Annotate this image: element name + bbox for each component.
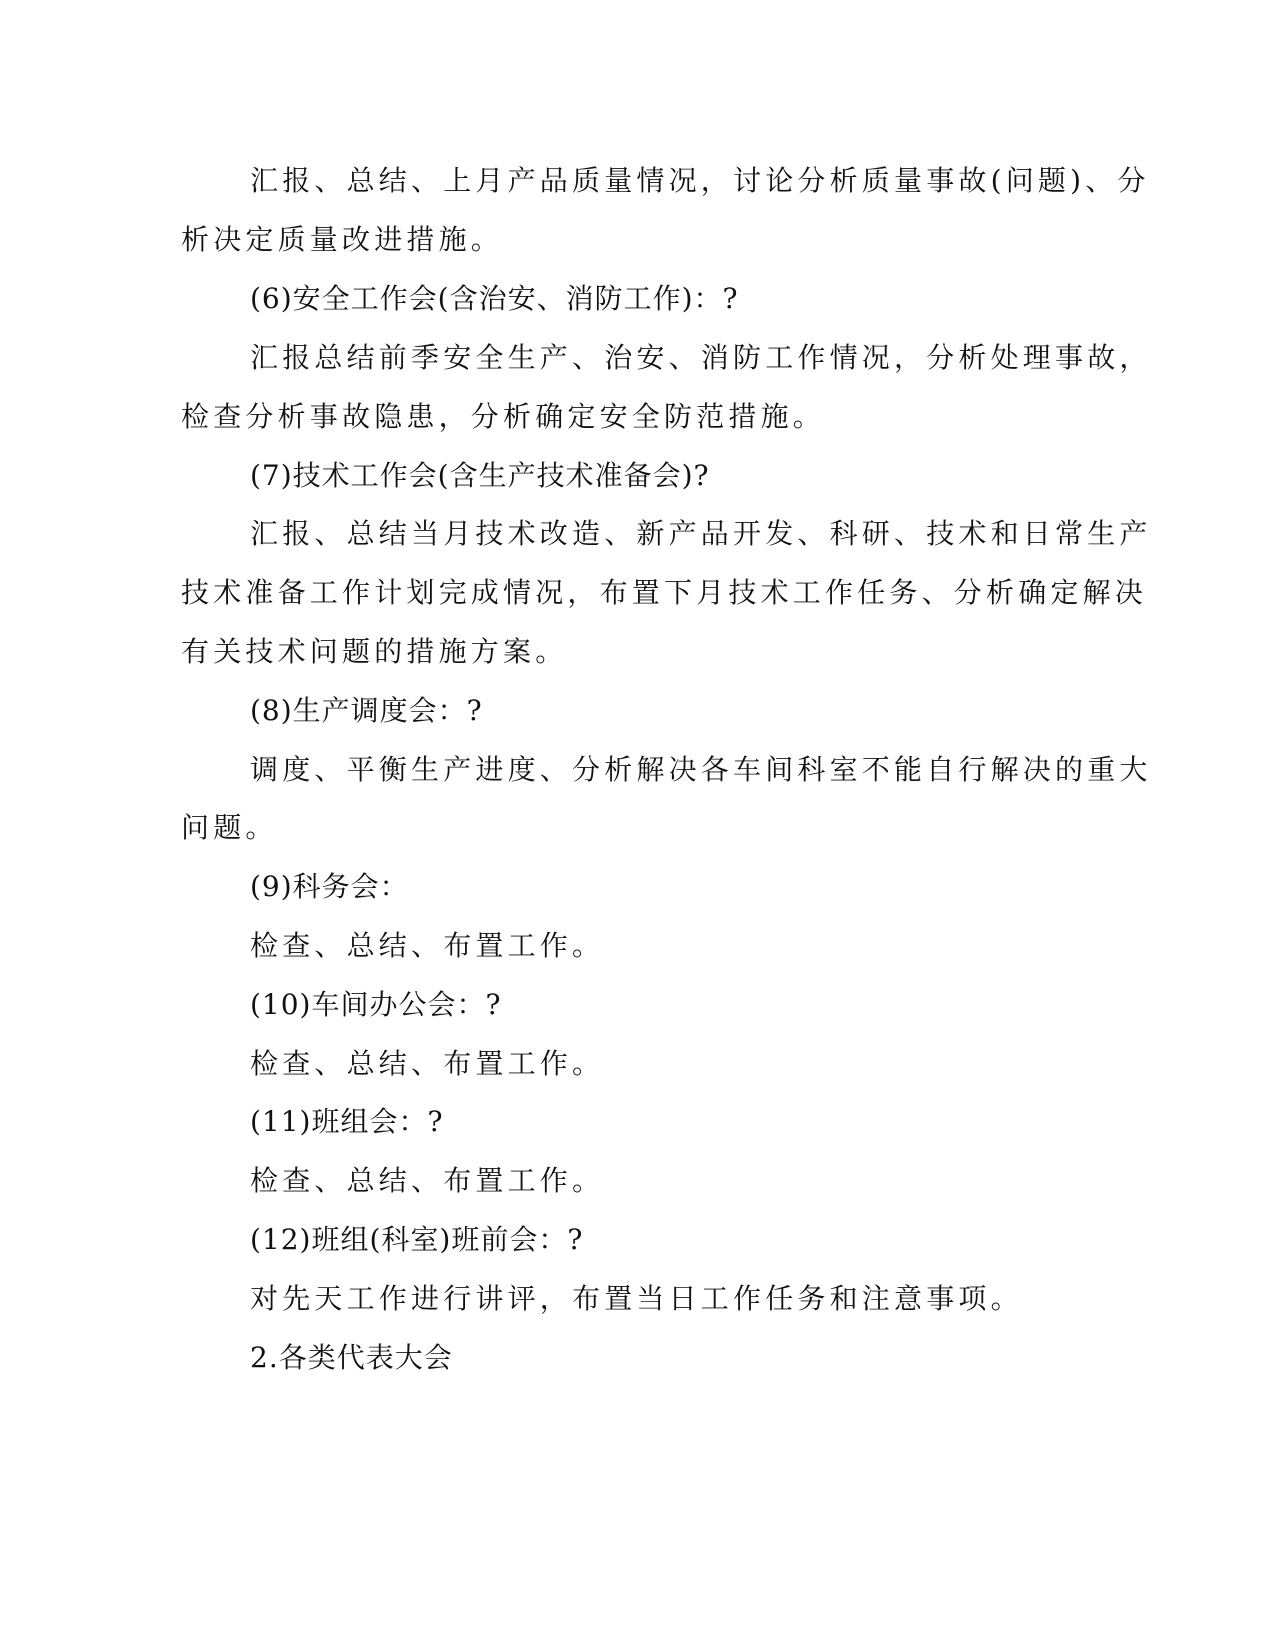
paragraph-line: 检查、总结、布置工作。	[250, 929, 605, 962]
paragraph-line: 汇报、总结当月技术改造、新产品开发、科研、技术和日常生产	[250, 517, 1152, 550]
section-heading: (10)车间办公会：?	[250, 988, 502, 1021]
paragraph-line: 对先天工作进行讲评，布置当日工作任务和注意事项。	[250, 1282, 1023, 1315]
paragraph-line: 技术准备工作计划完成情况，布置下月技术工作任务、分析确定解决	[181, 576, 1148, 609]
section-heading: (6)安全工作会(含治安、消防工作)：?	[250, 282, 739, 315]
paragraph-line: 汇报、总结、上月产品质量情况，讨论分析质量事故(问题)、分	[250, 164, 1150, 197]
paragraph-line: 汇报总结前季安全生产、治安、消防工作情况，分析处理事故，	[250, 341, 1152, 374]
paragraph-line: 检查、总结、布置工作。	[250, 1164, 605, 1197]
section-heading: (8)生产调度会：?	[250, 694, 483, 727]
section-heading: (11)班组会：?	[250, 1105, 444, 1138]
section-heading: (12)班组(科室)班前会：?	[250, 1223, 584, 1256]
section-heading: (7)技术工作会(含生产技术准备会)?	[250, 459, 710, 492]
paragraph-line: 检查、总结、布置工作。	[250, 1047, 605, 1080]
paragraph-line: 问题。	[181, 811, 278, 844]
section-heading: 2.各类代表大会	[250, 1341, 453, 1374]
section-heading: (9)科务会：	[250, 870, 409, 903]
paragraph-line: 调度、平衡生产进度、分析解决各车间科室不能自行解决的重大	[250, 753, 1152, 786]
paragraph-line: 检查分析事故隐患，分析确定安全防范措施。	[181, 400, 826, 433]
paragraph-line: 析决定质量改进措施。	[181, 223, 504, 256]
paragraph-line: 有关技术问题的措施方案。	[181, 635, 568, 668]
